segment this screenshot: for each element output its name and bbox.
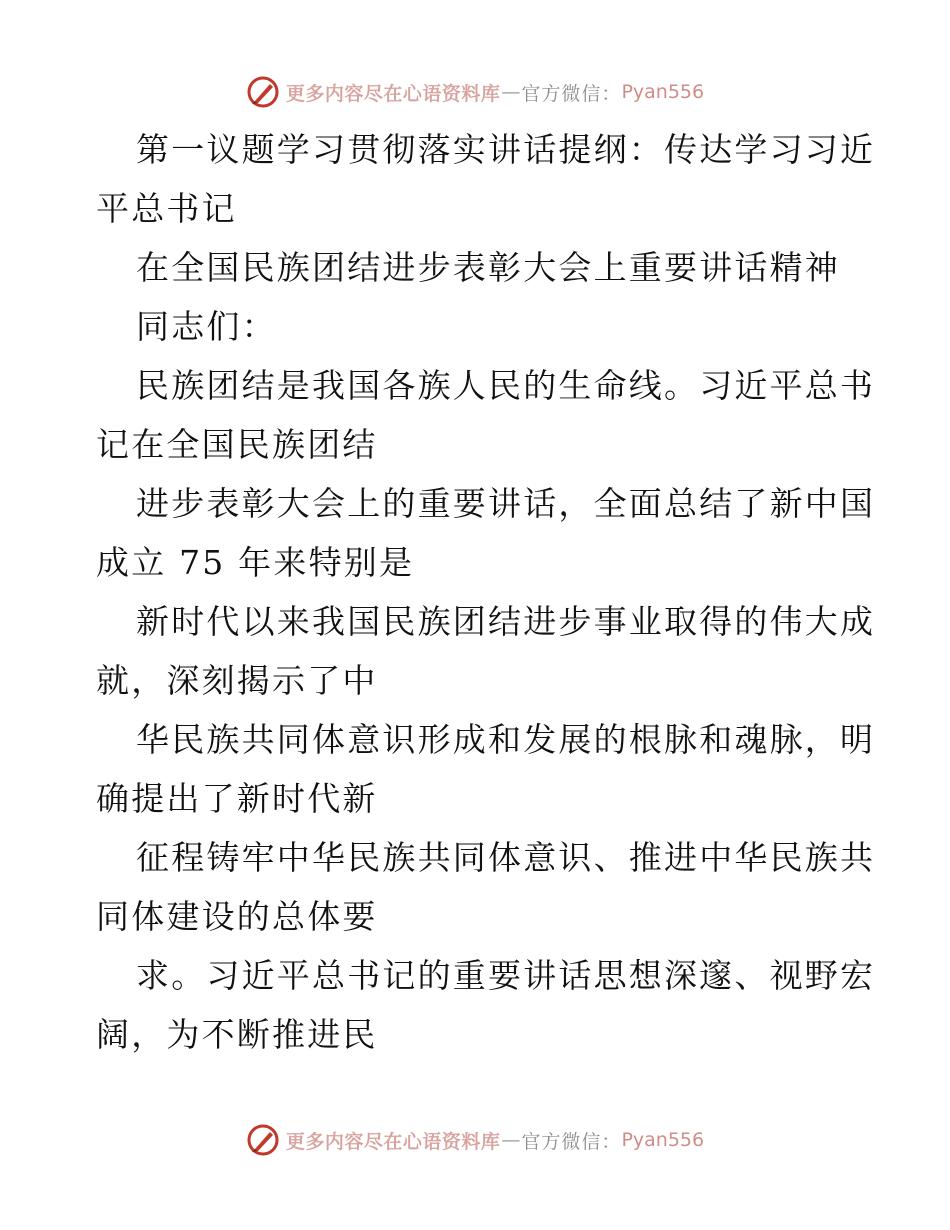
watermark-wechat-id: Pyan556	[621, 1129, 705, 1151]
text-line: 成立 75 年来特别是	[96, 543, 415, 582]
body-paragraph	[96, 592, 876, 710]
text-line: 征程铸牢中华民族共同体意识、推进中华民族共	[136, 838, 876, 877]
watermark-label: 官方微信：	[521, 1130, 622, 1153]
body-paragraph	[96, 474, 876, 592]
body-paragraph	[96, 710, 876, 828]
text-line: 确提出了新时代新	[96, 779, 378, 818]
text-line: 同体建设的总体要	[96, 897, 378, 936]
salutation-paragraph	[96, 297, 856, 356]
watermark-text: 更多内容尽在心语资料库	[285, 82, 501, 105]
subtitle-paragraph	[96, 238, 856, 297]
text-line: 新时代以来我国民族团结进步事业取得的伟大成	[136, 602, 876, 641]
pen-circle-icon	[246, 1123, 280, 1157]
pen-circle-icon	[246, 75, 280, 109]
text-line: 阔，为不断推进民	[96, 1015, 378, 1054]
text-line: 第一议题学习贯彻落实讲话提纲：传达学习习近	[136, 130, 876, 169]
body-paragraph	[96, 946, 876, 1064]
text-line: 民族团结是我国各族人民的生命线。习近平总书	[136, 366, 876, 405]
text-line: 平总书记	[96, 189, 237, 228]
text-line: 同志们：	[136, 307, 277, 346]
text-line: 进步表彰大会上的重要讲话，全面总结了新中国	[136, 484, 876, 523]
text-line: 在全国民族团结进步表彰大会上重要讲话精神	[136, 248, 840, 287]
watermark-separator: —	[501, 1129, 521, 1151]
text-line: 求。习近平总书记的重要讲话思想深邃、视野宏	[136, 956, 876, 995]
text-line: 华民族共同体意识形成和发展的根脉和魂脉，明	[136, 720, 876, 759]
watermark-text: 更多内容尽在心语资料库	[285, 1130, 501, 1153]
body-paragraph	[96, 828, 876, 946]
body-paragraph	[96, 356, 876, 474]
text-line: 就，深刻揭示了中	[96, 661, 378, 700]
text-line: 记在全国民族团结	[96, 425, 378, 464]
footer-watermark	[0, 1118, 950, 1162]
header-watermark	[0, 70, 950, 114]
watermark-separator: —	[501, 81, 521, 103]
document-body	[96, 120, 876, 1064]
watermark-label: 官方微信：	[521, 82, 622, 105]
title-paragraph	[96, 120, 876, 238]
watermark-wechat-id: Pyan556	[621, 81, 705, 103]
